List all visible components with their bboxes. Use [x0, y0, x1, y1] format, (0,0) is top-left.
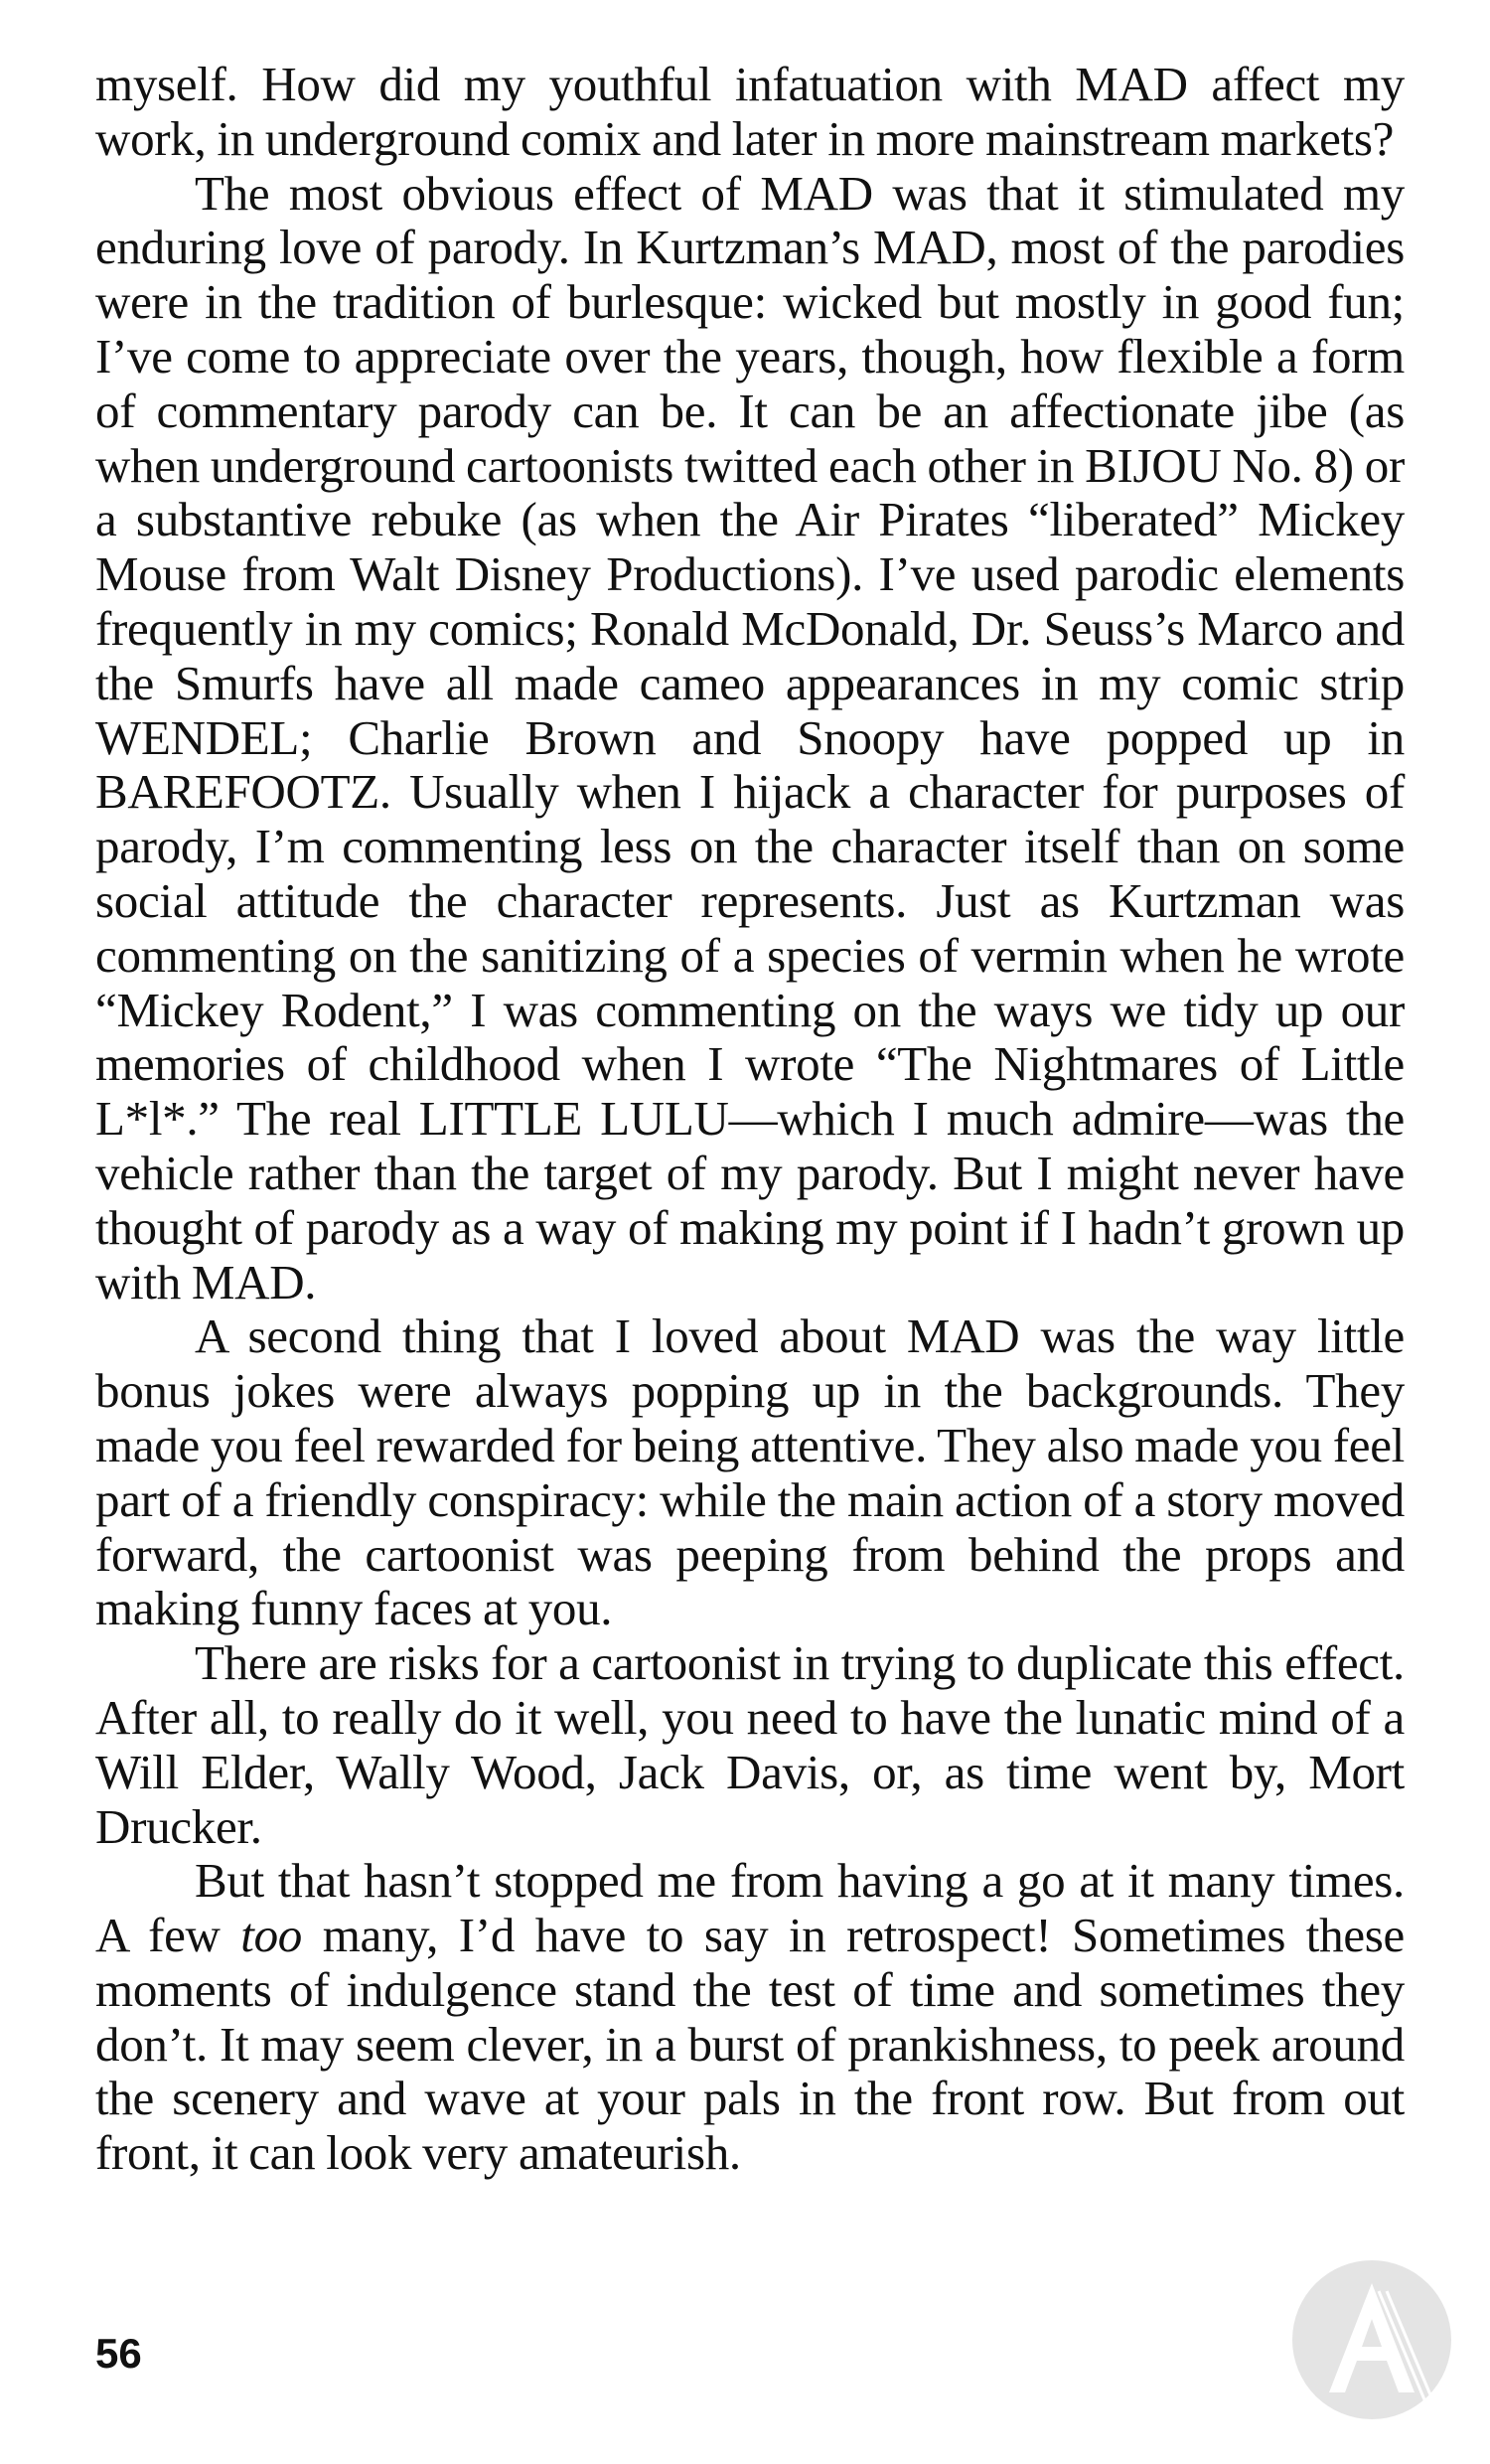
- page-number: 56: [95, 2330, 142, 2377]
- body-text: [95, 58, 1405, 2181]
- watermark-logo-icon: [1287, 2255, 1456, 2424]
- paragraph-text: many, I’d have to say in retrospect! Sometimes these moments of indulgence stand the test of time and sometimes they don’t. It may seem clever, in a burst of prankishness, to peek around the scenery and wave at your pals in the front row. But from out front, it can look very amateurish.: [95, 1908, 1405, 2181]
- page-body: [95, 58, 1405, 2181]
- body-paragraph: [95, 58, 1405, 167]
- body-paragraph: [95, 167, 1405, 1310]
- body-paragraph: [95, 1309, 1405, 1636]
- body-paragraph: [95, 1854, 1405, 2181]
- paragraph-text: There are risks for a cartoonist in trying to duplicate this effect. After all, to really do it well, you need to have the lunatic mind of a Will Elder, Wally Wood, Jack Davis, or, as time went by, Mort Drucker.: [95, 1635, 1405, 1854]
- emphasis-text: too: [240, 1908, 303, 1963]
- paragraph-text: The most obvious effect of MAD was that it stimulated my enduring love of parody. In Kurtzman’s MAD, most of the parodies were in the tradition of burlesque: wicked but mostly in good fun; I’ve come to appreciate over the years, though, how flexible a form of commentary parody can be. It can be an affectionate jibe (as when underground cartoonists twitted each other in BIJOU No. 8) or a substantive rebuke (as when the Air Pirates “liberated” Mickey Mouse from Walt Disney Productions). I’ve used parodic elements frequently in my comics; Ronald McDonald, Dr. Seuss’s Marco and the Smurfs have all made cameo appearances in my comic strip WENDEL; Charlie Brown and Snoopy have popped up in BAREFOOTZ. Usually when I hijack a character for purposes of parody, I’m commenting less on the character itself than on some social attitude the character represents. Just as Kurtzman was commenting on the sanitizing of a species of vermin when he wrote “Mickey Rodent,” I was commenting on the ways we tidy up our memories of childhood when I wrote “The Nightmares of Little L*l*.” The real LITTLE LULU—which I much admire—was the vehicle rather than the target of my parody. But I might never have thought of parody as a way of making my point if I hadn’t grown up with MAD.: [95, 165, 1405, 1309]
- body-paragraph: [95, 1636, 1405, 1854]
- paragraph-text: myself. How did my youthful infatuation with MAD affect my work, in underground comix and later in more mainstream markets?: [95, 57, 1405, 166]
- paragraph-text: But that hasn’t stopped me from having a go at it many times. A few: [95, 1853, 1405, 1963]
- paragraph-text: A second thing that I loved about MAD was the way little bonus jokes were always popping up in the backgrounds. They made you feel rewarded for being attentive. They also made you feel part of a friendly conspiracy: while the main action of a story moved forward, the cartoonist was peeping from behind the props and making funny faces at you.: [95, 1309, 1405, 1636]
